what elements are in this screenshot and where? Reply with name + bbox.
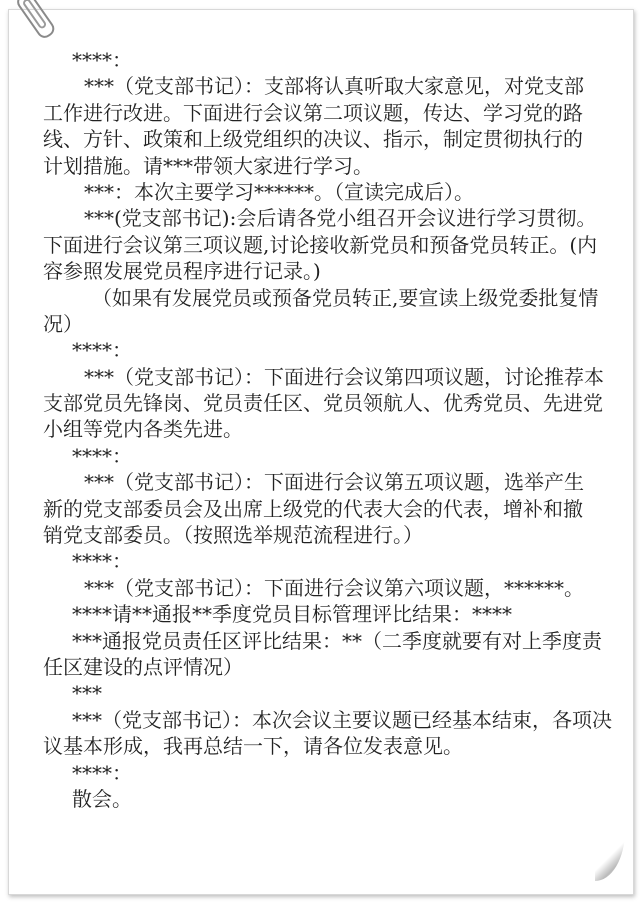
paragraph-line: ***（党支部书记）：下面进行会议第五项议题，选举产生 — [84, 470, 584, 495]
paragraph-line: ***（党支部书记）：本次会议主要议题已经基本结束，各项决 — [72, 707, 612, 732]
paragraph-line: ***（党支部书记）：下面进行会议第四项议题，讨论推荐本 — [84, 364, 604, 389]
paragraph-line: 支部党员先锋岗、党员责任区、党员领航人、优秀党员、先进党 — [43, 391, 603, 416]
paragraph-line: ***(党支部书记):会后请各党小组召开会议进行学习贯彻。 — [84, 206, 597, 231]
paragraph-line: 任区建设的点评情况） — [43, 654, 243, 679]
paragraph-line: 议基本形成，我再总结一下，请各位发表意见。 — [43, 734, 463, 759]
speaker-line: ****： — [72, 443, 132, 468]
paragraph-line: ***通报党员责任区评比结果：**（二季度就要有对上季度责 — [72, 628, 602, 653]
page-curl — [595, 831, 625, 881]
closing-line: 散会。 — [72, 786, 132, 811]
paragraph-line: 销党支部委员。（按照选举规范流程进行。） — [43, 523, 423, 548]
meeting-minutes-text — [0, 47, 640, 812]
paragraph-line: 下面进行会议第三项议题,讨论接收新党员和预备党员转正。(内 — [43, 232, 598, 257]
note-line: 况） — [43, 311, 83, 336]
paragraph-line: ***：本次主要学习******。（宣读完成后）。 — [84, 179, 474, 204]
paragraph-line: 计划措施。请***带领大家进行学习。 — [43, 153, 373, 178]
speaker-line: ****： — [72, 760, 132, 785]
speaker-line: ****： — [72, 338, 132, 363]
paragraph-line: ***（党支部书记）：下面进行会议第六项议题，******。 — [84, 575, 584, 600]
note-line: （如果有发展党员或预备党员转正,要宣读上级党委批复情 — [92, 285, 599, 310]
paragraph-line: 小组等党内各类先进。 — [43, 417, 243, 442]
speaker-line: *** — [72, 681, 102, 706]
paragraph-line: ***（党支部书记）：支部将认真听取大家意见，对党支部 — [84, 74, 584, 99]
paragraph-line: ****请**通报**季度党员目标管理评比结果：**** — [72, 602, 512, 627]
paragraph-line: 工作进行改进。下面进行会议第二项议题，传达、学习党的路 — [43, 100, 583, 125]
paragraph-line: 容参照发展党员程序进行记录。) — [43, 259, 321, 284]
speaker-line: ****： — [72, 549, 132, 574]
paragraph-line: 新的党支部委员会及出席上级党的代表大会的代表，增补和撤 — [43, 496, 583, 521]
paragraph-line: 线、方针、政策和上级党组织的决议、指示，制定贯彻执行的 — [43, 127, 583, 152]
speaker-line: ****： — [72, 48, 132, 72]
